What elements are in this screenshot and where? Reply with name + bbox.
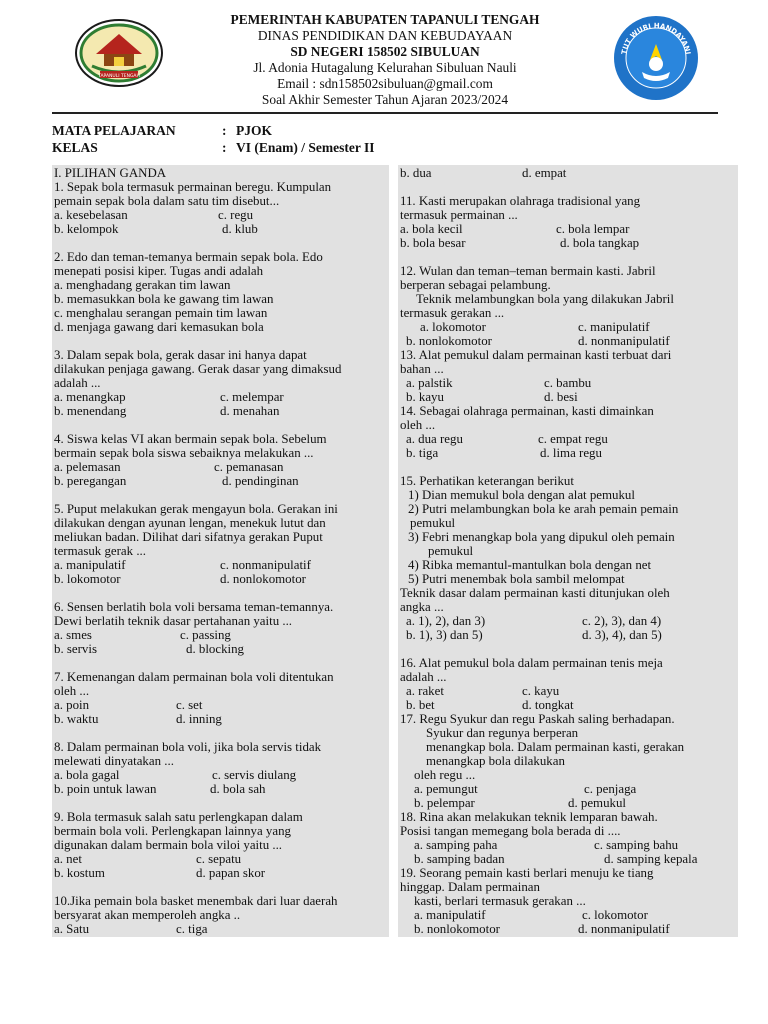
colon: : <box>222 140 227 155</box>
option: b. nonlokomotor <box>414 922 500 936</box>
option: a. kesebelasan <box>54 208 128 222</box>
option: b. menendang <box>54 404 127 418</box>
statement-item: pemukul <box>428 544 474 558</box>
option: c. manipulatif <box>578 320 650 334</box>
question-17: menangkap bola dilakukan <box>426 754 565 768</box>
option: b. pelempar <box>414 796 475 810</box>
question-4: bermain sepak bola siswa sebaiknya melakukan ... <box>54 446 314 460</box>
school-letterhead <box>190 12 580 108</box>
section-title: I. PILIHAN GANDA <box>54 166 167 180</box>
question-17: Syukur dan regunya berperan <box>426 726 579 740</box>
option: b. kostum <box>54 866 105 880</box>
option: a. bola kecil <box>400 222 463 236</box>
option: b. servis <box>54 642 97 656</box>
option: d. papan skor <box>196 866 266 880</box>
option: b. kayu <box>406 390 444 404</box>
option: c. nonmanipulatif <box>220 558 311 572</box>
question-9: digunakan dalam bermain bola viloi yaitu ... <box>54 838 283 852</box>
question-7: oleh ... <box>54 684 90 698</box>
option: a. smes <box>54 628 92 642</box>
question-11: 11. Kasti merupakan olahraga tradisional yang <box>400 194 641 208</box>
option: a. poin <box>54 698 90 712</box>
option: c. menghalau serangan pemain tim lawan <box>54 306 268 320</box>
option: a. pelemasan <box>54 460 121 474</box>
option: b. kelompok <box>54 222 119 236</box>
statement-item: 3) Febri menangkap bola yang dipukul oleh pemain <box>408 530 675 544</box>
statement-item: 2) Putri melambungkan bola ke arah pemain pemain <box>408 502 679 516</box>
option: a. bola gagal <box>54 768 120 782</box>
question-18: Posisi tangan memegang bola berada di .... <box>400 824 621 838</box>
logo-caption: TAPANULI TENGAH <box>98 74 140 79</box>
exam-title: Soal Akhir Semester Tahun Ajaran 2023/2024 <box>261 92 509 107</box>
question-8: 8. Dalam permainan bola voli, jika bola servis tidak <box>54 740 322 754</box>
question-10: bersyarat akan memperoleh angka .. <box>54 908 241 922</box>
question-8: melewati dinyatakan ... <box>54 754 174 768</box>
option: b. bet <box>406 698 435 712</box>
option: a. manipulatif <box>54 558 126 572</box>
option: d. menjaga gawang dari kemasukan bola <box>54 320 264 334</box>
statement-item: 4) Ribka memantul-mantulkan bola dengan net <box>408 558 652 572</box>
option: b. poin untuk lawan <box>54 782 157 796</box>
option: a. 1), 2), dan 3) <box>406 614 486 628</box>
question-1: 1. Sepak bola termasuk permainan beregu. Kumpulan <box>54 180 332 194</box>
option: b. samping badan <box>414 852 505 866</box>
question-15: angka ... <box>400 600 444 614</box>
question-6: 6. Sensen berlatih bola voli bersama teman-temannya. <box>54 600 334 614</box>
question-13: bahan ... <box>400 362 444 376</box>
option: c. tiga <box>176 922 208 936</box>
question-1: pemain sepak bola dalam satu tim disebut... <box>54 194 280 208</box>
option: a. palstik <box>406 376 453 390</box>
govt-name: PEMERINTAH KABUPATEN TAPANULI TENGAH <box>230 12 540 27</box>
option: b. tiga <box>406 446 439 460</box>
question-9: 9. Bola termasuk salah satu perlengkapan dalam <box>54 810 303 824</box>
option: c. melempar <box>220 390 284 404</box>
question-5: termasuk gerak ... <box>54 544 146 558</box>
question-12: Teknik melambungkan bola yang dilakukan Jabril <box>416 292 674 306</box>
question-19: kasti, berlari termasuk gerakan ... <box>414 894 586 908</box>
option: c. bola lempar <box>556 222 630 236</box>
option: a. Satu <box>54 922 90 936</box>
header-divider <box>52 112 718 114</box>
option: b. lokomotor <box>54 572 121 586</box>
option: c. kayu <box>522 684 560 698</box>
question-3: dilakukan penjaga gawang. Gerak dasar yang dimaksud <box>54 362 342 376</box>
tut-wuri-handayani-logo <box>612 14 700 102</box>
subject-label: MATA PELAJARAN <box>52 123 176 138</box>
option: c. sepatu <box>196 852 242 866</box>
option: a. menangkap <box>54 390 126 404</box>
option: d. besi <box>544 390 578 404</box>
option: b. peregangan <box>54 474 127 488</box>
option: d. menahan <box>220 404 280 418</box>
statement-item: pemukul <box>410 516 456 530</box>
question-12: termasuk gerakan ... <box>400 306 505 320</box>
option: a. samping paha <box>414 838 498 852</box>
statement-item: 1) Dian memukul bola dengan alat pemukul <box>408 488 635 502</box>
question-18: 18. Rina akan melakukan teknik lemparan bawah. <box>400 810 658 824</box>
option: d. nonmanipulatif <box>578 922 670 936</box>
questions-column-left <box>52 165 389 937</box>
option: d. samping kepala <box>604 852 698 866</box>
option: c. penjaga <box>584 782 637 796</box>
question-11: termasuk permainan ... <box>400 208 518 222</box>
colon: : <box>222 123 227 138</box>
statement-item: 5) Putri menembak bola sambil melompat <box>408 572 625 586</box>
option: d. 3), 4), dan 5) <box>582 628 662 642</box>
question-19: 19. Seorang pemain kasti berlari menuju ke tiang <box>400 866 654 880</box>
option: d. empat <box>522 166 567 180</box>
question-6: Dewi berlatih teknik dasar pertahanan yaitu ... <box>54 614 293 628</box>
option: b. 1), 3) dan 5) <box>406 628 483 642</box>
question-19: hinggap. Dalam permainan <box>400 880 540 894</box>
option: c. bambu <box>544 376 592 390</box>
option: d. tongkat <box>522 698 574 712</box>
class-value: VI (Enam) / Semester II <box>236 140 375 155</box>
question-5: dilakukan dengan ayunan lengan, menekuk lutut dan <box>54 516 326 530</box>
question-2: 2. Edo dan teman-temanya bermain sepak bola. Edo <box>54 250 323 264</box>
question-5: meliukan badan. Dilihat dari sifatnya gerakan Puput <box>54 530 323 544</box>
question-2: menepati posisi kiper. Tugas andi adalah <box>54 264 264 278</box>
option: d. klub <box>222 222 258 236</box>
question-5: 5. Puput melakukan gerak mengayun bola. Gerakan ini <box>54 502 338 516</box>
option: a. dua regu <box>406 432 463 446</box>
option: c. set <box>176 698 203 712</box>
option: a. lokomotor <box>420 320 486 334</box>
option: d. pendinginan <box>222 474 299 488</box>
subject-info <box>52 122 375 156</box>
option: d. pemukul <box>568 796 627 810</box>
option: a. net <box>54 852 82 866</box>
question-17: 17. Regu Syukur dan regu Paskah saling berhadapan. <box>400 712 675 726</box>
question-3: 3. Dalam sepak bola, gerak dasar ini hanya dapat <box>54 348 307 362</box>
option: a. menghadang gerakan tim lawan <box>54 278 231 292</box>
logo-motto: TUT WURI HANDAYANI <box>620 21 692 56</box>
option: c. pemanasan <box>214 460 284 474</box>
option: d. nonmanipulatif <box>578 334 670 348</box>
question-15: 15. Perhatikan keterangan berikut <box>400 474 574 488</box>
option: d. inning <box>176 712 222 726</box>
question-10: 10.Jika pemain bola basket menembak dari luar daerah <box>54 894 338 908</box>
school-email: Email : sdn158502sibuluan@gmail.com <box>277 76 493 91</box>
option: a. pemungut <box>414 782 478 796</box>
question-14: oleh ... <box>400 418 436 432</box>
subject-value: PJOK <box>236 123 272 138</box>
option: a. manipulatif <box>414 908 486 922</box>
option: a. raket <box>406 684 444 698</box>
office-name: DINAS PENDIDIKAN DAN KEBUDAYAAN <box>257 28 513 43</box>
option: d. lima regu <box>540 446 602 460</box>
option: c. empat regu <box>538 432 608 446</box>
question-16: 16. Alat pemukul bola dalam permainan tenis meja <box>400 656 663 670</box>
option: b. nonlokomotor <box>406 334 492 348</box>
option: d. nonlokomotor <box>220 572 306 586</box>
option: c. 2), 3), dan 4) <box>582 614 662 628</box>
regency-logo <box>74 18 164 88</box>
question-15: Teknik dasar dalam permainan kasti ditunjukan oleh <box>400 586 670 600</box>
question-4: 4. Siswa kelas VI akan bermain sepak bola. Sebelum <box>54 432 327 446</box>
option: c. servis diulang <box>212 768 297 782</box>
option: d. blocking <box>186 642 245 656</box>
school-name: SD NEGERI 158502 SIBULUAN <box>290 44 480 59</box>
option: d. bola sah <box>210 782 266 796</box>
question-3: adalah ... <box>54 376 101 390</box>
question-14: 14. Sebagai olahraga permainan, kasti dimainkan <box>400 404 654 418</box>
school-address: Jl. Adonia Hutagalung Kelurahan Sibuluan Nauli <box>253 60 517 75</box>
option: b. dua <box>400 166 432 180</box>
question-13: 13. Alat pemukul dalam permainan kasti terbuat dari <box>400 348 672 362</box>
question-12: 12. Wulan dan teman–teman bermain kasti. Jabril <box>400 264 656 278</box>
option: b. bola besar <box>400 236 466 250</box>
question-9: bermain bola voli. Perlengkapan lainnya yang <box>54 824 291 838</box>
option: b. memasukkan bola ke gawang tim lawan <box>54 292 274 306</box>
option: c. samping bahu <box>594 838 679 852</box>
option: c. lokomotor <box>582 908 648 922</box>
question-17: oleh regu ... <box>414 768 476 782</box>
option: b. waktu <box>54 712 99 726</box>
question-17: menangkap bola. Dalam permainan kasti, gerakan <box>426 740 685 754</box>
question-12: berperan sebagai pelambung. <box>400 278 551 292</box>
question-7: 7. Kemenangan dalam permainan bola voli ditentukan <box>54 670 334 684</box>
questions-column-right <box>398 165 738 937</box>
question-16: adalah ... <box>400 670 447 684</box>
class-label: KELAS <box>52 140 98 155</box>
option: c. regu <box>218 208 254 222</box>
option: c. passing <box>180 628 231 642</box>
option: d. bola tangkap <box>560 236 640 250</box>
